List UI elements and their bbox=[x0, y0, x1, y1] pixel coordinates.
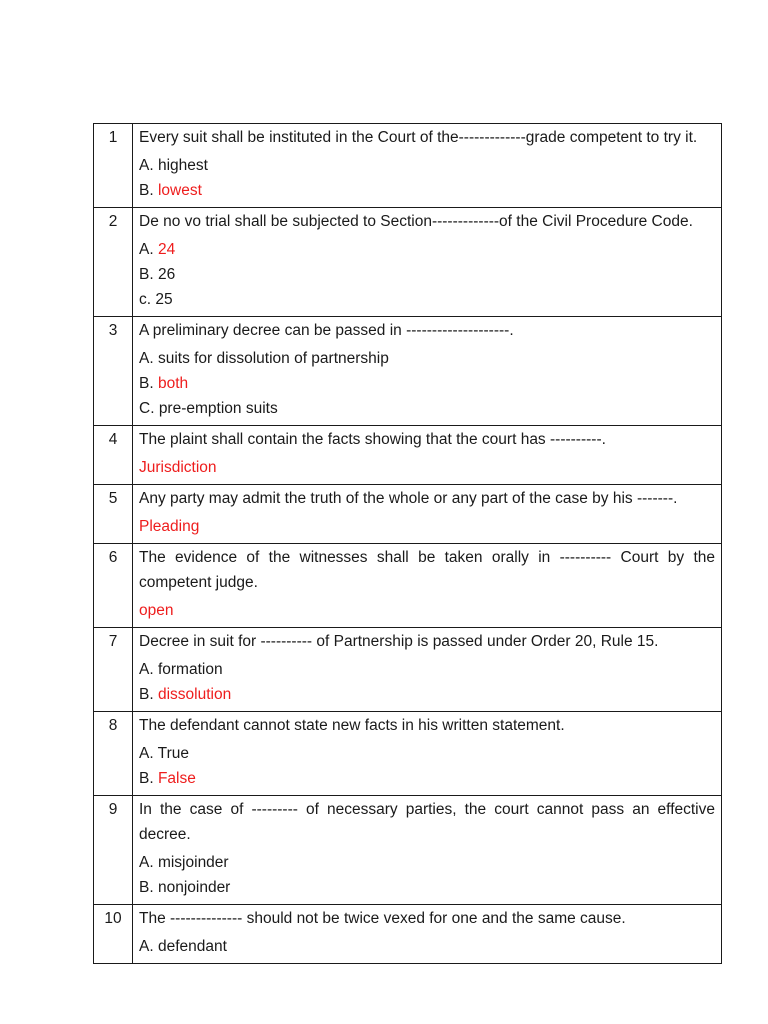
correct-answer-text: Jurisdiction bbox=[139, 459, 217, 476]
question-row bbox=[94, 317, 722, 426]
question-table bbox=[93, 123, 722, 964]
option-text: defendant bbox=[157, 938, 227, 955]
question-text: Decree in suit for ---------- of Partnership is passed under Order 20, Rule 15. bbox=[139, 633, 659, 650]
question-row bbox=[94, 544, 722, 628]
option-text: nonjoinder bbox=[157, 879, 231, 896]
question-text: Any party may admit the truth of the whole or any part of the case by his -------. bbox=[139, 490, 678, 507]
option-label: A. bbox=[139, 854, 158, 871]
correct-answer-text: lowest bbox=[157, 182, 202, 199]
answer-option bbox=[139, 287, 715, 312]
option-label: A. bbox=[139, 241, 158, 258]
answer-option bbox=[139, 514, 715, 539]
option-label: B. bbox=[139, 182, 158, 199]
question-text: The plaint shall contain the facts showing that the court has ----------. bbox=[139, 431, 606, 448]
answer-option bbox=[139, 371, 715, 396]
question-cell bbox=[133, 317, 722, 426]
question-cell bbox=[133, 796, 722, 905]
question-text: The evidence of the witnesses shall be taken orally in ---------- Court by the competent judge. bbox=[139, 549, 715, 591]
correct-answer-text: dissolution bbox=[157, 686, 232, 703]
question-cell bbox=[133, 628, 722, 712]
question-number: 7 bbox=[94, 628, 133, 712]
question-cell bbox=[133, 712, 722, 796]
option-text: suits for dissolution of partnership bbox=[157, 350, 389, 367]
option-text: misjoinder bbox=[157, 854, 229, 871]
answer-option bbox=[139, 455, 715, 480]
question-number: 10 bbox=[94, 905, 133, 964]
answer-option bbox=[139, 657, 715, 682]
question-number: 9 bbox=[94, 796, 133, 905]
correct-answer-text: Pleading bbox=[139, 518, 200, 535]
question-cell bbox=[133, 426, 722, 485]
question-cell bbox=[133, 905, 722, 964]
question-number: 8 bbox=[94, 712, 133, 796]
option-text: 26 bbox=[157, 266, 176, 283]
answer-option bbox=[139, 875, 715, 900]
question-row bbox=[94, 628, 722, 712]
option-label: A. bbox=[139, 661, 158, 678]
question-text: The -------------- should not be twice vexed for one and the same cause. bbox=[139, 910, 626, 927]
option-label: A. bbox=[139, 350, 158, 367]
question-number: 4 bbox=[94, 426, 133, 485]
question-cell bbox=[133, 208, 722, 317]
question-cell bbox=[133, 544, 722, 628]
answer-option bbox=[139, 396, 715, 421]
answer-option bbox=[139, 346, 715, 371]
option-label: B. bbox=[139, 686, 158, 703]
question-row bbox=[94, 712, 722, 796]
answer-option bbox=[139, 237, 715, 262]
answer-option bbox=[139, 934, 715, 959]
question-number: 6 bbox=[94, 544, 133, 628]
option-label: A. bbox=[139, 157, 158, 174]
answer-option bbox=[139, 766, 715, 791]
question-number: 5 bbox=[94, 485, 133, 544]
question-row bbox=[94, 905, 722, 964]
question-cell bbox=[133, 124, 722, 208]
question-number: 3 bbox=[94, 317, 133, 426]
answer-option bbox=[139, 682, 715, 707]
question-text: The defendant cannot state new facts in his written statement. bbox=[139, 717, 565, 734]
correct-answer-text: False bbox=[157, 770, 196, 787]
option-text: highest bbox=[157, 157, 208, 174]
answer-option bbox=[139, 178, 715, 203]
question-text: A preliminary decree can be passed in --------------------. bbox=[139, 322, 514, 339]
option-label: B. bbox=[139, 770, 158, 787]
question-row bbox=[94, 426, 722, 485]
question-number: 1 bbox=[94, 124, 133, 208]
correct-answer-text: open bbox=[139, 602, 174, 619]
option-label: B. bbox=[139, 879, 158, 896]
question-table-body bbox=[94, 124, 722, 964]
option-label: B. bbox=[139, 266, 158, 283]
question-text: In the case of --------- of necessary parties, the court cannot pass an effective decree. bbox=[139, 801, 715, 843]
answer-option bbox=[139, 850, 715, 875]
answer-option bbox=[139, 153, 715, 178]
option-text: True bbox=[157, 745, 189, 762]
question-row bbox=[94, 124, 722, 208]
option-label: A. bbox=[139, 745, 158, 762]
question-row bbox=[94, 208, 722, 317]
question-cell bbox=[133, 485, 722, 544]
question-number: 2 bbox=[94, 208, 133, 317]
option-label: A. bbox=[139, 938, 158, 955]
correct-answer-text: both bbox=[157, 375, 189, 392]
answer-option bbox=[139, 598, 715, 623]
option-label: B. bbox=[139, 375, 158, 392]
option-text: 25 bbox=[155, 291, 173, 308]
question-row bbox=[94, 485, 722, 544]
option-text: formation bbox=[157, 661, 223, 678]
question-text: Every suit shall be instituted in the Court of the-------------grade competent to try it. bbox=[139, 129, 698, 146]
question-text: De no vo trial shall be subjected to Section-------------of the Civil Procedure Code. bbox=[139, 213, 693, 230]
option-label: C. bbox=[139, 400, 159, 417]
question-row bbox=[94, 796, 722, 905]
answer-option bbox=[139, 741, 715, 766]
answer-option bbox=[139, 262, 715, 287]
option-text: pre-emption suits bbox=[158, 400, 278, 417]
option-label: c. bbox=[139, 291, 156, 308]
correct-answer-text: 24 bbox=[157, 241, 176, 258]
